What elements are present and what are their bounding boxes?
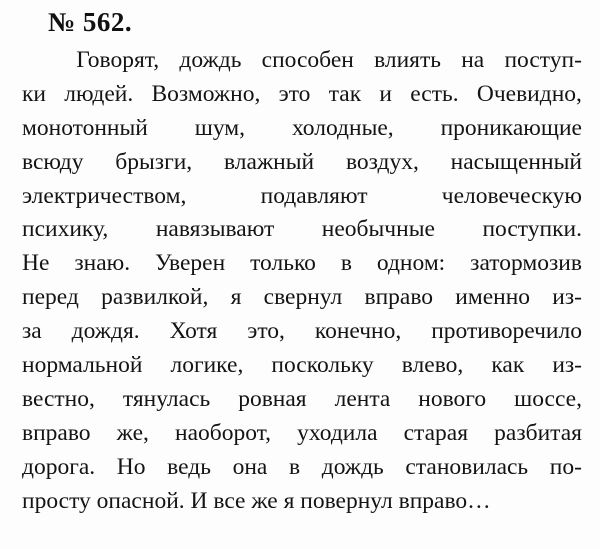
text-word: Не <box>22 250 50 277</box>
text-word: дождь <box>179 46 242 73</box>
text-line <box>22 451 582 485</box>
text-word: как <box>491 352 525 379</box>
text-word: психику, <box>22 216 109 243</box>
text-line <box>22 247 582 281</box>
text-line <box>22 281 582 315</box>
text-word: противоречило <box>431 318 582 345</box>
text-word: есть. <box>410 80 459 107</box>
text-word: поступ- <box>504 46 582 73</box>
text-word: поступки. <box>482 216 582 243</box>
text-word: вправо <box>22 420 91 447</box>
text-word: ровная <box>238 386 307 413</box>
text-line <box>22 112 582 146</box>
text-word: человеческую <box>441 182 582 209</box>
text-line <box>22 315 582 349</box>
text-line <box>22 180 582 214</box>
text-word: перед <box>22 284 79 311</box>
text-word: насыщенный <box>450 148 582 175</box>
text-word: влиять <box>374 46 441 73</box>
text-word: дождя. <box>71 318 140 345</box>
text-word: конечно, <box>314 318 402 345</box>
text-word: нового <box>418 386 487 413</box>
text-word: она <box>232 454 268 481</box>
text-line <box>22 146 582 180</box>
text-word: ки <box>22 80 46 107</box>
text-word: и <box>379 80 392 107</box>
text-word: становилась <box>405 454 529 481</box>
text-word: способен <box>261 46 354 73</box>
text-line <box>22 44 582 78</box>
text-word: Уверен <box>155 250 226 277</box>
text-word: же, <box>116 420 149 447</box>
text-word: влево, <box>401 352 464 379</box>
text-line <box>22 78 582 112</box>
text-word: из- <box>552 284 582 311</box>
text-word: Очевидно, <box>476 80 582 107</box>
text-word: в <box>288 454 301 481</box>
text-word: развилкой, <box>101 284 209 311</box>
text-word: Возможно, <box>151 80 261 107</box>
text-word: тянулась <box>122 386 211 413</box>
text-word: старая <box>403 420 469 447</box>
text-word: ведь <box>167 454 211 481</box>
text-word: вправо <box>364 284 434 311</box>
text-word: на <box>461 46 485 73</box>
text-word: проникающие <box>440 114 582 141</box>
text-word: свернул <box>263 284 343 311</box>
text-word: дождь <box>321 454 384 481</box>
text-word: шоссе, <box>514 386 582 413</box>
text-word: монотонный <box>22 114 148 141</box>
text-word: поскольку <box>271 352 374 379</box>
text-word: электричеством, <box>22 182 187 209</box>
text-word: необычные <box>321 216 435 243</box>
text-word: Хотя <box>169 318 218 345</box>
text-word: Говорят, <box>76 46 160 73</box>
text-word: холодные, <box>291 114 394 141</box>
text-word: брызги, <box>115 148 193 175</box>
paragraph-indent <box>22 44 56 78</box>
text-word: только <box>250 250 316 277</box>
text-word: я <box>230 284 242 311</box>
text-line <box>22 485 582 519</box>
text-word: из- <box>552 352 582 379</box>
text-word: разбитая <box>494 420 582 447</box>
text-word: навязывают <box>155 216 275 243</box>
text-line <box>22 383 582 417</box>
text-word: одном: <box>376 250 446 277</box>
text-word: логике, <box>170 352 244 379</box>
text-word: уходила <box>297 420 378 447</box>
text-word: наоборот, <box>175 420 272 447</box>
text-word: лента <box>334 386 391 413</box>
text-word: вестно, <box>22 386 95 413</box>
exercise-paragraph <box>22 44 586 519</box>
text-word: за <box>22 318 42 345</box>
text-word: всюду <box>22 148 84 175</box>
text-word: людей. <box>64 80 134 107</box>
text-line <box>22 349 582 383</box>
text-word: затормозив <box>470 250 582 277</box>
text-line <box>22 417 582 451</box>
text-word: это, <box>247 318 285 345</box>
exercise-number: № 562. <box>48 7 133 37</box>
text-word: дорога. <box>22 454 96 481</box>
text-word: именно <box>455 284 531 311</box>
text-word: это <box>278 80 311 107</box>
text-word: шум, <box>194 114 246 141</box>
text-word: по- <box>549 454 582 481</box>
text-word: подавляют <box>260 182 368 209</box>
text-word: знаю. <box>74 250 131 277</box>
text-word: Но <box>116 454 146 481</box>
paragraph-lines <box>22 44 582 519</box>
text-line <box>22 213 582 247</box>
text-word: просту опасной. И все же я повернул вправо… <box>22 488 491 515</box>
text-word: так <box>328 80 362 107</box>
text-word: влажный <box>224 148 315 175</box>
text-word: воздух, <box>345 148 419 175</box>
text-word: нормальной <box>22 352 143 379</box>
text-word: в <box>340 250 352 277</box>
